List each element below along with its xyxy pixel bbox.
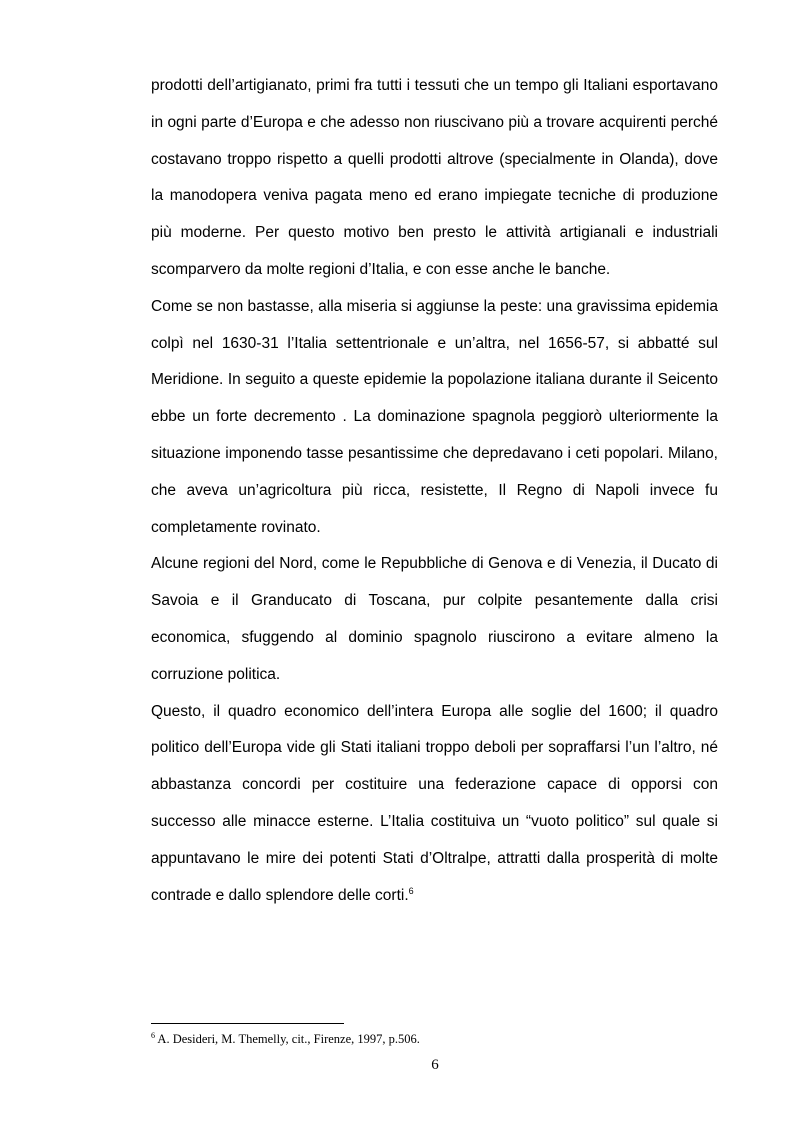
page-number: 6 xyxy=(431,1057,439,1073)
paragraph: Come se non bastasse, alla miseria si aggiunse la peste: una gravissima epidemia colpì nel 1630-31 l’Italia settentrionale e un’altra, nel 1656-57, si abbatté sul Meridione. In seguito a queste epidemie la popolazione italiana durante il Seicento ebbe un forte decremento . La dominazione spagnola peggiorò ulteriormente la situazione imponendo tasse pesantissime che depredavano i ceti popolari. Milano, che aveva un’agricoltura più ricca, resistette, Il Regno di Napoli invece fu completamente rovinato. xyxy=(151,297,718,536)
footnote-number: 6 xyxy=(151,1030,155,1040)
paragraph: prodotti dell’artigianato, primi fra tutti i tessuti che un tempo gli Italiani esportavano in ogni parte d’Europa e che adesso non riuscivano più a trovare acquirenti perché costavano troppo rispetto a quelli prodotti altrove (specialmente in Olanda), dove la manodopera veniva pagata meno ed erano impiegate tecniche di produzione più moderne. Per questo motivo ben presto le attività artigianali e industriali scomparvero da molte regioni d’Italia, e con esse anche le banche. xyxy=(151,77,718,278)
footnote xyxy=(151,1031,718,1047)
footnote-reference[interactable]: 6 xyxy=(408,885,414,896)
paragraph-text: Questo, il quadro economico dell’intera Europa alle soglie del 1600; il quadro politico dell’Europa vide gli Stati italiani troppo deboli per sopraffarsi l’un l’altro, né abbastanza concordi per costituire una federazione capace di opporsi con successo alle minacce esterne. L’Italia costituiva un “vuoto politico” sul quale si appuntavano le mire dei potenti Stati d’Oltralpe, attratti dalla prosperità di molte contrade e dallo splendore delle corti. xyxy=(151,702,718,904)
footnote-text: A. Desideri, M. Themelly, cit., Firenze, 1997, p.506. xyxy=(155,1032,420,1046)
body-text xyxy=(151,68,718,914)
paragraph xyxy=(151,694,718,915)
footnote-divider xyxy=(151,1023,344,1024)
paragraph: Alcune regioni del Nord, come le Repubbliche di Genova e di Venezia, il Ducato di Savoia e il Granducato di Toscana, pur colpite pesantemente dalla crisi economica, sfuggendo al dominio spagnolo riuscirono a evitare almeno la corruzione politica. xyxy=(151,555,718,683)
